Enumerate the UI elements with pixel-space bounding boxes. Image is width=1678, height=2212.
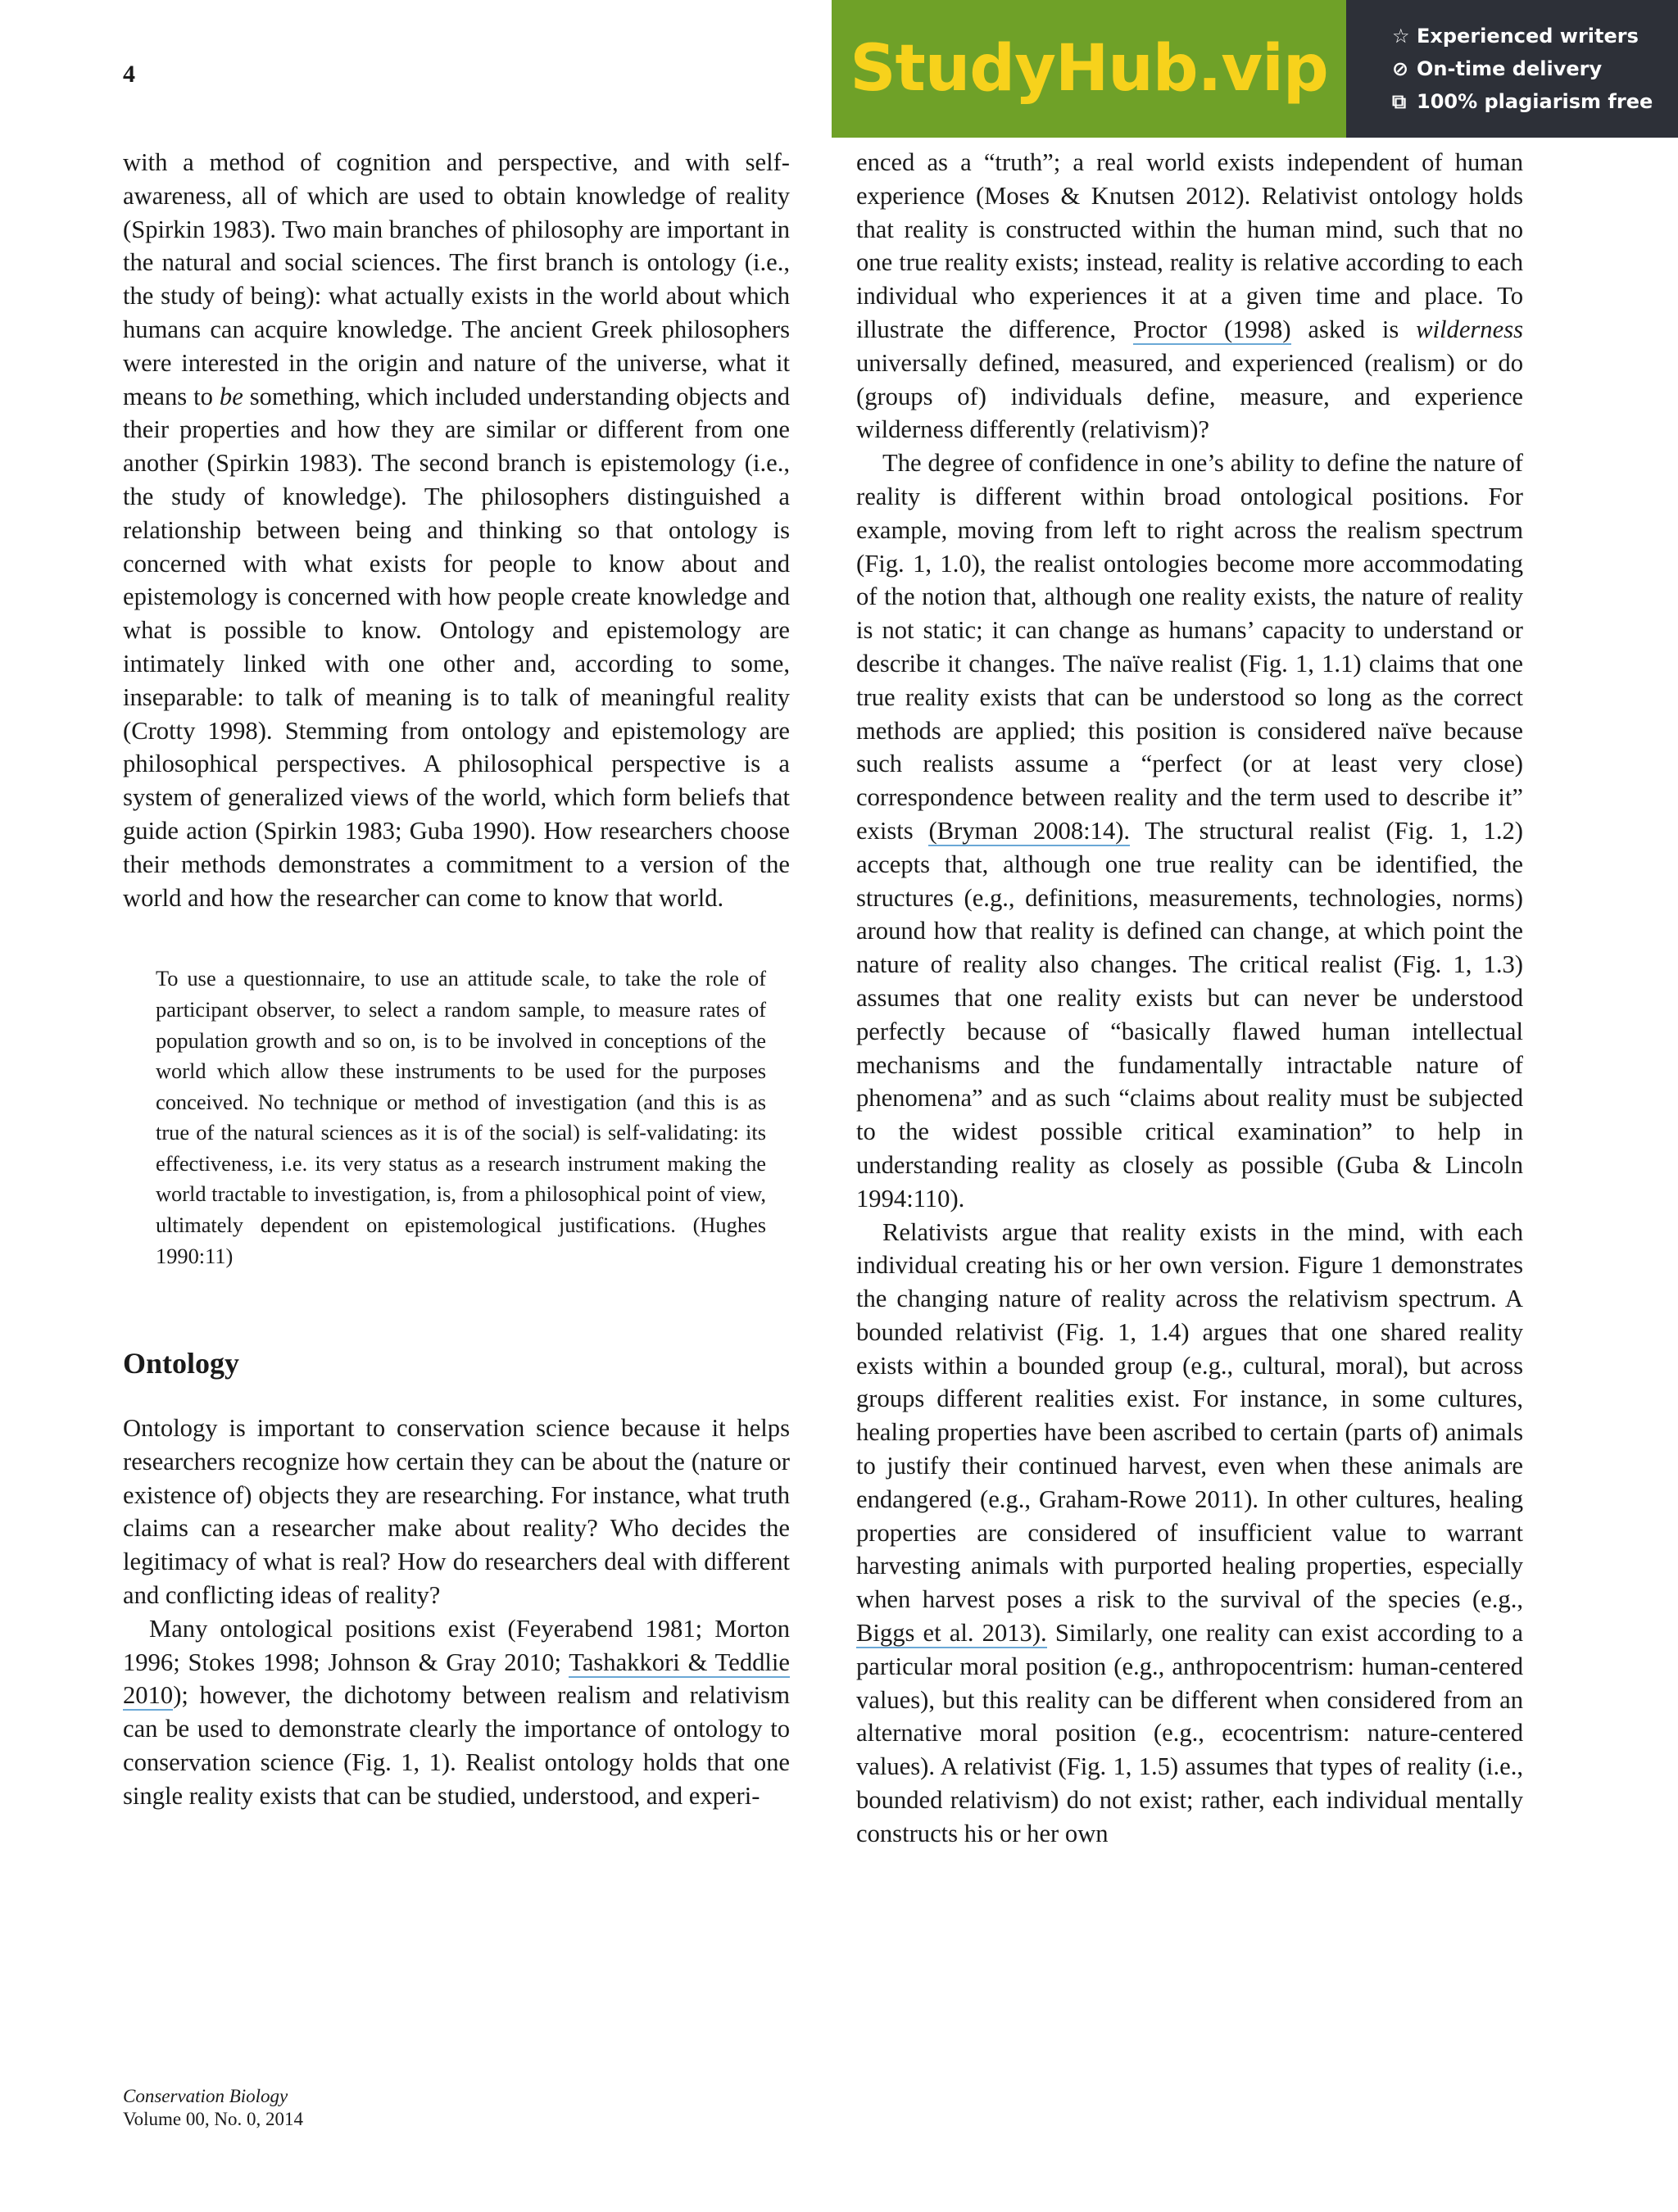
logo-text: StudyHub.vip bbox=[850, 32, 1328, 106]
text-run: The structural realist (Fig. 1, 1.2) accepts that, although one true reality can be identified, the structures (e.g., definitions, measurements, technologies, norms) around how that reality is defined can change, at which point the nature of reality also changes. The critical realist (Fig. 1, 1.3) assumes that one reality exists but can never be understood perfectly because of “basically flawed human intellectual mechanisms and the fundamentally intractable nature of phenomena” and as such “claims about reality must be subjected to the widest possible critical examination” to help in understanding reality as closely as possible (Guba & Lincoln 1994:110). bbox=[856, 816, 1523, 1213]
star-icon: ☆ bbox=[1392, 25, 1410, 48]
journal-name: Conservation Biology bbox=[123, 2086, 288, 2106]
text-run: something, which included understanding objects and their properties and how they are similar or different from one another (Spirkin 1983). The second branch is epistemology (i.e., the study of knowledge). The philosophers distinguished a relationship between being and thinking so that ontology is concerned with what exists for people to know about and epistemology is concerned with how people create knowledge and what is possible to know. Ontology and epistemology are intimately linked with one other and, according to some, inseparable: to talk of meaning is to talk of meaningful reality (Crotty 1998). Stemming from ontology and epistemology are philosophical perspectives. A philosophical perspective is a system of generalized views of the world, which form beliefs that guide action (Spirkin 1983; Guba 1990). How researchers choose their methods demonstrates a commitment to a version of the world and how the researcher can come to know that world. bbox=[123, 382, 790, 912]
emphasis: wilderness bbox=[1416, 315, 1523, 343]
text-run: universally defined, measured, and experienced (realism) or do (groups of) individuals define, measure, and experience wilderness differently (relativism)? bbox=[856, 348, 1523, 444]
paragraph bbox=[856, 1216, 1523, 1851]
text-run: Many ontological positions exist (Feyerabend 1981; Morton 1996; Stokes 1998; Johnson & Gray 2010; bbox=[123, 1614, 790, 1676]
feature-on-time-delivery bbox=[1392, 52, 1678, 85]
page-footer bbox=[123, 2085, 303, 2131]
paragraph: Ontology is important to conservation science because it helps researchers recognize how certain they can be about the (nature or existence of) objects they are researching. For instance, what truth claims can a researcher make about reality? Who decides the legitimacy of what is real? How do researchers deal with different and conflicting ideas of reality? bbox=[123, 1414, 790, 1610]
volume-info: Volume 00, No. 0, 2014 bbox=[123, 2109, 303, 2129]
feature-plagiarism-free bbox=[1392, 85, 1678, 118]
citation-link[interactable]: Proctor (1998) bbox=[1133, 315, 1291, 343]
paragraph bbox=[123, 146, 790, 914]
copy-icon: ⧉ bbox=[1392, 90, 1407, 113]
citation-link[interactable]: (Bryman 2008:14). bbox=[928, 816, 1131, 845]
page-number: 4 bbox=[123, 61, 135, 88]
section-heading: Ontology bbox=[123, 1347, 240, 1380]
right-column bbox=[856, 146, 1523, 1851]
ad-banner[interactable] bbox=[832, 0, 1678, 138]
paragraph bbox=[856, 446, 1523, 1215]
feature-label: On-time delivery bbox=[1417, 57, 1603, 80]
text-run: Similarly, one reality can exist according to a particular moral position (e.g., anthropocentrism: human-centered values), but this reality can be different when considered from an alternative moral position (e.g., ecocentrism: nature-centered values). A relativist (Fig. 1, 1.5) assumes that types of reality (i.e., bounded relativism) do not exist; rather, each individual mentally constructs his or her own bbox=[856, 1619, 1524, 1847]
feature-experienced-writers bbox=[1392, 20, 1678, 52]
citation-link[interactable]: Biggs et al. 2013). bbox=[856, 1619, 1047, 1648]
left-column bbox=[123, 146, 790, 1813]
citation-link[interactable]: Tashakkori & Teddlie 2010 bbox=[123, 1648, 790, 1710]
feature-label: 100% plagiarism free bbox=[1417, 90, 1653, 113]
block-quote: To use a questionnaire, to use an attitude scale, to take the role of participant observer, to select a random sample, to measure rates of population growth and so on, is to be involved in conceptions of the world which allow these instruments to be used for the purposes conceived. No technique or method of investigation (and this is as true of the natural sciences as it is of the social) is self-validating: its effectiveness, i.e. its very status as a research instrument making the world tractable to investigation, is, from a philosophical point of view, ultimately dependent on epistemological justifications. (Hughes 1990:11) bbox=[156, 966, 766, 1268]
text-run: enced as a “truth”; a real world exists independent of human experience (Moses & Knutsen 2012). Relativist ontology holds that reality is constructed within the human mind, such that no one true reality exists; instead, reality is relative according to each individual who experiences it at a given time and place. To illustrate the difference, bbox=[856, 148, 1523, 343]
banner-features bbox=[1346, 0, 1678, 138]
text-run: ); however, the dichotomy between realism and relativism can be used to demonstrate clearly the importance of ontology to conservation science (Fig. 1, 1). Realist ontology holds that one single reality exists that can be studied, understood, and experi- bbox=[123, 1681, 790, 1810]
feature-label: Experienced writers bbox=[1417, 25, 1639, 48]
text-run: asked is bbox=[1290, 315, 1417, 343]
text-run: with a method of cognition and perspective, and with self-awareness, all of which are used to obtain knowledge of reality (Spirkin 1983). Two main branches of philosophy are important in the natural and social sciences. The first branch is ontology (i.e., the study of being): what actually exists in the world about which humans can acquire knowledge. The ancient Greek philosophers were interested in the origin and nature of the universe, what it means to bbox=[123, 148, 790, 410]
text-run: Relativists argue that reality exists in the mind, with each individual creating his or her own version. Figure 1 demonstrates the changing nature of reality across the relativism spectrum. A bounded relativist (Fig. 1, 1.4) argues that one shared reality exists within a bounded group (e.g., cultural, moral), but across groups different realities exist. For instance, in some cultures, healing properties have been ascribed to certain (parts of) animals to justify their continued harvest, even when these animals are endangered (e.g., Graham-Rowe 2011). In other cultures, healing properties are considered of insufficient value to warrant harvesting animals with purported healing properties, especially when harvest poses a risk to the survival of the species (e.g., bbox=[856, 1217, 1523, 1614]
paragraph bbox=[856, 146, 1523, 446]
clock-icon: ⊘ bbox=[1392, 57, 1409, 80]
paragraph bbox=[123, 1612, 790, 1813]
text-run: The degree of confidence in one’s ability to define the nature of reality is different within broad ontological positions. For example, moving from left to right across the realism spectrum (Fig. 1, 1.0), the realist ontologies become more accommodating of the notion that, although one reality exists, the nature of reality is not static; it can change as humans’ capacity to understand or describe it changes. The naïve realist (Fig. 1, 1.1) claims that one true reality exists that can be understood so long as the correct methods are applied; this position is considered naïve because such realists assume a “perfect (or at least very close) correspondence between reality and the term used to describe it” exists bbox=[856, 449, 1523, 845]
studyhub-logo[interactable] bbox=[832, 0, 1346, 138]
emphasis: be bbox=[219, 382, 243, 410]
